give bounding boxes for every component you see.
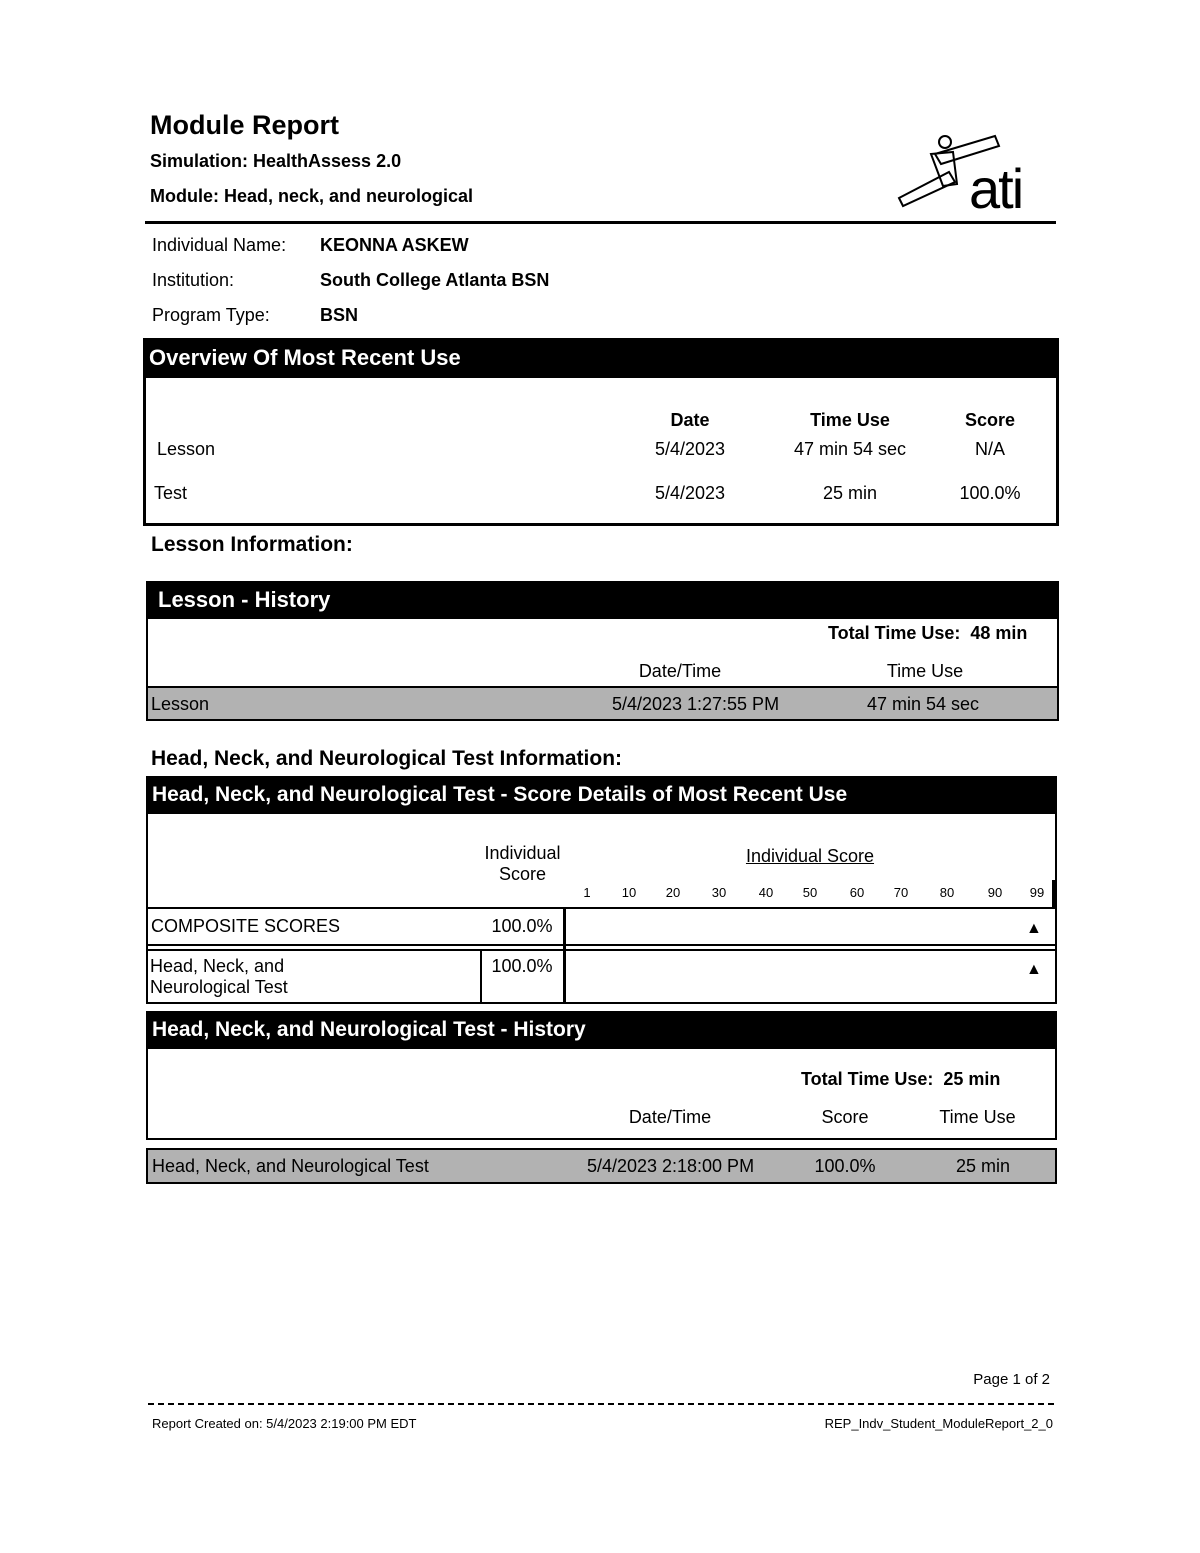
- score-table-divider: [146, 949, 1057, 951]
- axis-tick-label: 1: [583, 885, 591, 900]
- test-score-marker-icon: ▲: [1026, 961, 1042, 978]
- test-history-col-time: Time Use: [939, 1107, 1016, 1127]
- axis-tick-label: 50: [802, 885, 818, 900]
- axis-tick-label: 60: [849, 885, 865, 900]
- test-total-time-label: Total Time Use:: [801, 1069, 934, 1089]
- individual-score-col-line1: Individual: [484, 843, 561, 863]
- axis-tick-label: 70: [893, 885, 909, 900]
- lesson-row-datetime: 5/4/2023 1:27:55 PM: [611, 694, 780, 714]
- overview-row-date: 5/4/2023: [654, 439, 726, 459]
- composite-score-value: 100.0%: [491, 916, 553, 936]
- individual-name-label: Individual Name:: [152, 235, 287, 255]
- overview-row-name: Test: [154, 483, 188, 503]
- test-total-time-value: 25 min: [943, 1069, 1001, 1089]
- lesson-history-row: [146, 686, 1059, 721]
- test-history-row-time: 25 min: [955, 1156, 1011, 1176]
- test-score-label-line2: Neurological Test: [150, 977, 288, 997]
- axis-tick-label: 10: [621, 885, 637, 900]
- test-total-time: [801, 1069, 1000, 1090]
- ati-logo-text: ati: [969, 157, 1023, 220]
- report-id-text: REP_Indv_Student_ModuleReport_2_0: [824, 1416, 1053, 1431]
- lesson-history-title-bar: Lesson - History: [146, 581, 1059, 619]
- test-score-label-line1: Head, Neck, and: [150, 956, 285, 976]
- overview-col-time: Time Use: [810, 410, 890, 430]
- overview-row-score: 100.0%: [959, 483, 1021, 503]
- test-history-col-score: Score: [821, 1107, 869, 1127]
- program-type-value: BSN: [320, 305, 359, 325]
- module-label: Module: Head, neck, and neurological: [150, 186, 474, 206]
- overview-row-time: 25 min: [822, 483, 878, 503]
- header-divider: [145, 221, 1056, 224]
- axis-tick-label: 20: [665, 885, 681, 900]
- test-history-row-datetime: 5/4/2023 2:18:00 PM: [586, 1156, 755, 1176]
- overview-col-date: Date: [670, 410, 710, 430]
- overview-row-date: 5/4/2023: [654, 483, 726, 503]
- overview-row-time: 47 min 54 sec: [793, 439, 907, 459]
- overview-row-name: Lesson: [157, 439, 216, 459]
- overview-row-score: N/A: [974, 439, 1005, 459]
- overview-col-score: Score: [964, 410, 1016, 430]
- institution-label: Institution:: [152, 270, 235, 290]
- test-history-row: [146, 1148, 1057, 1184]
- axis-tick-label: 90: [987, 885, 1003, 900]
- score-details-title-bar: Head, Neck, and Neurological Test - Score Details of Most Recent Use: [146, 776, 1057, 814]
- test-history-col-datetime: Date/Time: [628, 1107, 712, 1127]
- lesson-total-time-label-text: Total Time Use:: [828, 623, 961, 643]
- overview-title-bar: Overview Of Most Recent Use: [143, 338, 1059, 378]
- axis-end-mark: [1052, 880, 1055, 908]
- lesson-total-time-value: 48 min: [970, 623, 1028, 643]
- report-created-text: Report Created on: 5/4/2023 2:19:00 PM EDT: [152, 1416, 417, 1431]
- simulation-label: Simulation: HealthAssess 2.0: [150, 151, 402, 171]
- lesson-col-time: Time Use: [886, 661, 964, 681]
- page-title: Module Report: [150, 110, 339, 140]
- page-number: Page 1 of 2: [973, 1371, 1050, 1388]
- test-score-label: [150, 956, 288, 998]
- individual-score-col-header: [470, 843, 575, 885]
- lesson-info-heading: Lesson Information:: [151, 533, 353, 556]
- individual-name-value: KEONNA ASKEW: [320, 235, 469, 255]
- program-type-label: Program Type:: [152, 305, 270, 325]
- axis-tick-label: 99: [1029, 885, 1045, 900]
- individual-score-axis-title: Individual Score: [745, 846, 875, 866]
- lesson-row-name: Lesson: [151, 694, 210, 714]
- score-table-col-line: [563, 907, 566, 1004]
- score-table-divider: [146, 907, 1057, 909]
- test-info-heading: Head, Neck, and Neurological Test Information:: [151, 747, 623, 770]
- institution-value: South College Atlanta BSN: [320, 270, 550, 290]
- axis-tick-label: 30: [711, 885, 727, 900]
- score-table-divider: [146, 944, 1057, 946]
- test-history-row-score: 100.0%: [814, 1156, 876, 1176]
- lesson-row-time: 47 min 54 sec: [866, 694, 980, 714]
- axis-tick-label: 80: [939, 885, 955, 900]
- axis-tick-label: 40: [758, 885, 774, 900]
- test-score-value: 100.0%: [491, 956, 553, 976]
- footer-divider: [148, 1403, 1054, 1405]
- composite-score-marker-icon: ▲: [1026, 920, 1042, 937]
- composite-scores-label: COMPOSITE SCORES: [151, 916, 341, 936]
- test-history-row-name: Head, Neck, and Neurological Test: [152, 1156, 429, 1176]
- lesson-col-datetime: Date/Time: [638, 661, 722, 681]
- ati-logo: [895, 132, 1045, 218]
- test-history-title-bar: Head, Neck, and Neurological Test - History: [146, 1011, 1057, 1049]
- lesson-total-time-label: [828, 623, 1027, 644]
- individual-score-col-line2: Score: [498, 864, 547, 884]
